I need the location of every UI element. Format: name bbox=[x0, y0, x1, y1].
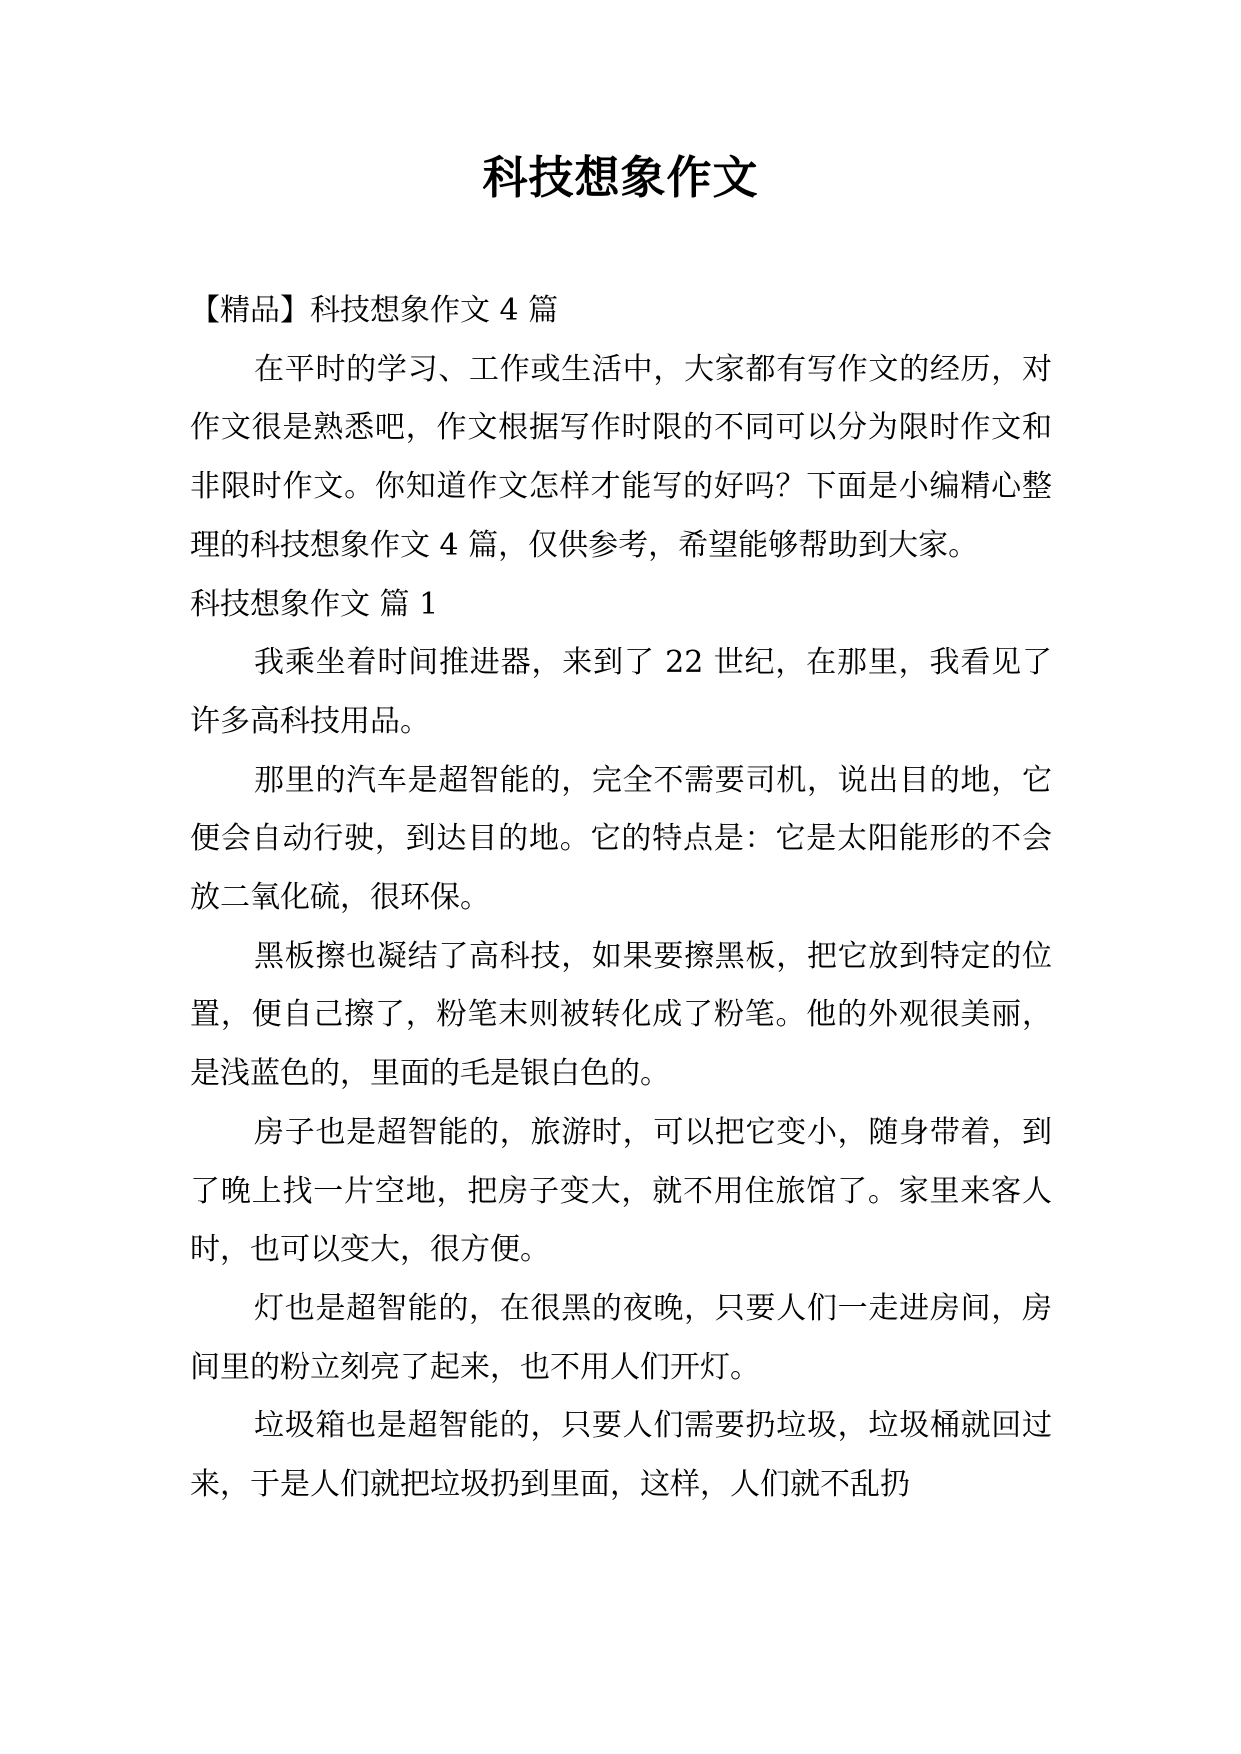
document-title: 科技想象作文 bbox=[482, 151, 759, 204]
document-body bbox=[190, 282, 1052, 1515]
body-paragraph: 房子也是超智能的，旅游时，可以把它变小，随身带着，到了晚上找一片空地，把房子变大，就不用住旅馆了。家里来客人时，也可以变大，很方便。 bbox=[190, 1114, 1052, 1268]
body-paragraph: 垃圾箱也是超智能的，只要人们需要扔垃圾，垃圾桶就回过来，于是人们就把垃圾扔到里面，这样，人们就不乱扔 bbox=[190, 1408, 1052, 1503]
body-paragraph: 灯也是超智能的，在很黑的夜晚，只要人们一走进房间，房间里的粉立刻亮了起来，也不用人们开灯。 bbox=[190, 1290, 1052, 1385]
body-paragraph: 我乘坐着时间推进器，来到了 22 世纪，在那里，我看见了许多高科技用品。 bbox=[190, 645, 1052, 739]
body-paragraph: 黑板擦也凝结了高科技，如果要擦黑板，把它放到特定的位置，便自己擦了，粉笔末则被转化成了粉笔。他的外观很美丽，是浅蓝色的，里面的毛是银白色的。 bbox=[190, 938, 1052, 1092]
intro-paragraph: 在平时的学习、工作或生活中，大家都有写作文的经历，对作文很是熟悉吧，作文根据写作时限的不同可以分为限时作文和非限时作文。你知道作文怎样才能写的好吗？下面是小编精心整理的科技想象作文 4 篇，仅供参考，希望能够帮助到大家。 bbox=[190, 351, 1052, 563]
body-paragraph: 那里的汽车是超智能的，完全不需要司机，说出目的地，它便会自动行驶，到达目的地。它的特点是：它是太阳能形的不会放二氧化硫，很环保。 bbox=[190, 762, 1052, 916]
article-heading: 【精品】科技想象作文 4 篇 bbox=[190, 293, 559, 328]
section-heading: 科技想象作文 篇 1 bbox=[190, 586, 439, 622]
